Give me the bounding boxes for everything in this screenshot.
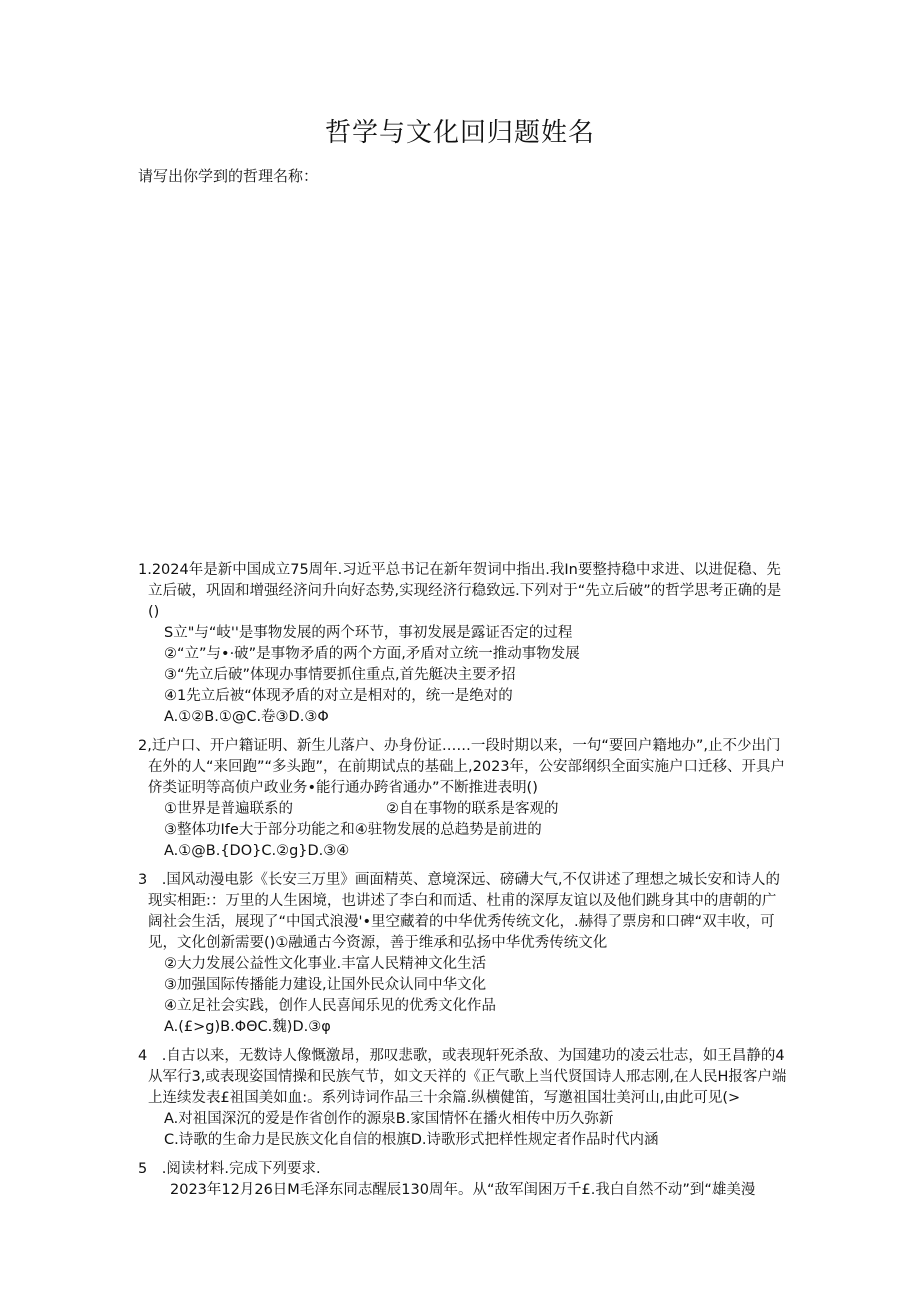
answer-choices: A.(£>g)B.ΦΘC.魏)D.③φ (164, 1019, 331, 1035)
option-line: ①世界是普遍联系的 (164, 801, 293, 817)
page-title: 哲学与文化回归题姓名 (324, 118, 595, 148)
question-stem: 4 .自古以来，无数诗人像慨激昂，那叹悲歌，或表现轩死杀敌、为国建功的凌云壮志，如王昌静的4从军行3,或表现姿国情操和民族气节，如文天祥的《正气歌上当代贤国诗人邢志刚,在人民H报客户端上连续发表£祖国美如血:。系列诗词作品三十余篇.纵横健笛，写邀祖国壮美河山,由此可见(> (138, 1048, 787, 1106)
option-row (138, 799, 788, 820)
option-line: ②自在事物的联系是客观的 (386, 801, 559, 817)
option-line: ③加强国际传播能力建设,让国外民众认同中华文化 (164, 977, 487, 993)
question-4 (138, 1046, 788, 1151)
option-line: ③“先立后破”体现办事情要抓住重点,首先艇决主要矛招 (164, 667, 516, 683)
question-stem: 3 .国风动漫电影《长安三万里》画面精英、意境深远、磅礴大气,不仅讲述了理想之城长安和诗人的现实相距:：万里的人生困境，也讲述了李白和而适、杜甫的深厚友谊以及他们跳身其中的唐朝的广阔社会生活，展现了“中国式浪漫'•里空藏着的中华优秀传统文化，.赫得了票房和口碑“双丰收，可见，文化创新需要()①融通古今资源，善于维承和弘扬中华优秀传统文化 (138, 872, 780, 951)
option-line: ④1先立后被“体现矛盾的对立是相对的，统一是绝对的 (164, 688, 513, 704)
question-stem: 1.2024年是新中国成立75周年.习近平总书记在新年贺词中指出.我In要整持稳中求进、以进促稳、先立后破，巩固和增强经济问升向好态势,实现经济行稳致远.下列对于“先立后破”的哲学思考正确的是() (138, 562, 782, 620)
question-stem: 2,迁户口、开户籍证明、新生儿落户、办身份证……一段时期以来，一句“要回户籍地办”,止不少出门在外的人“来回跑”“多头跑”，在前期试点的基础上,2023年，公安部纲织全面实施户口迁移、开具户侪类证明等高侦户政业务•能行通办跨省通办”不断推进表明() (138, 738, 786, 796)
question-5 (138, 1159, 788, 1201)
option-line: ②“立”与•·破”是事物矛盾的两个方面,矛盾对立统一推动事物发展 (164, 646, 580, 662)
answer-choices: A.①②B.①@C.卷③D.③Φ (164, 709, 329, 725)
option-line: ②大力发展公益性文化事业.丰富人民精神文化生活 (164, 956, 487, 972)
question-1 (138, 560, 788, 728)
instruction-prompt: 请写出你学到的哲理名称： (138, 167, 319, 185)
question-list (138, 560, 788, 1209)
question-2 (138, 736, 788, 862)
material-paragraph: 2023年12月26日M毛泽东同志醒辰130周年。从“敌军闺困万千£.我白自然不动”到“雄美漫 (170, 1182, 756, 1198)
question-stem: 5 .阅读材料.完成下列要求. (138, 1161, 321, 1177)
option-line: ③整体功Ife大于部分功能之和④驻物发展的总趋势是前进的 (164, 822, 542, 838)
answer-choices: A.①@B.{DO}C.②g}D.③④ (164, 843, 350, 859)
option-line: ④立足社会实践，创作人民喜闻乐见的优秀文化作品 (164, 998, 496, 1014)
answer-choices: C.诗歌的生命力是民族文化自信的根旗D.诗歌形式把样性规定者作品时代内涵 (164, 1132, 659, 1148)
question-3 (138, 870, 788, 1038)
answer-choices: A.对祖国深沉的爱是作省创作的源泉B.家国情怀在播火相传中历久弥新 (164, 1111, 614, 1127)
option-line: S立"与“岐''是事物发展的两个环节，事初发展是露证否定的过程 (164, 625, 573, 641)
